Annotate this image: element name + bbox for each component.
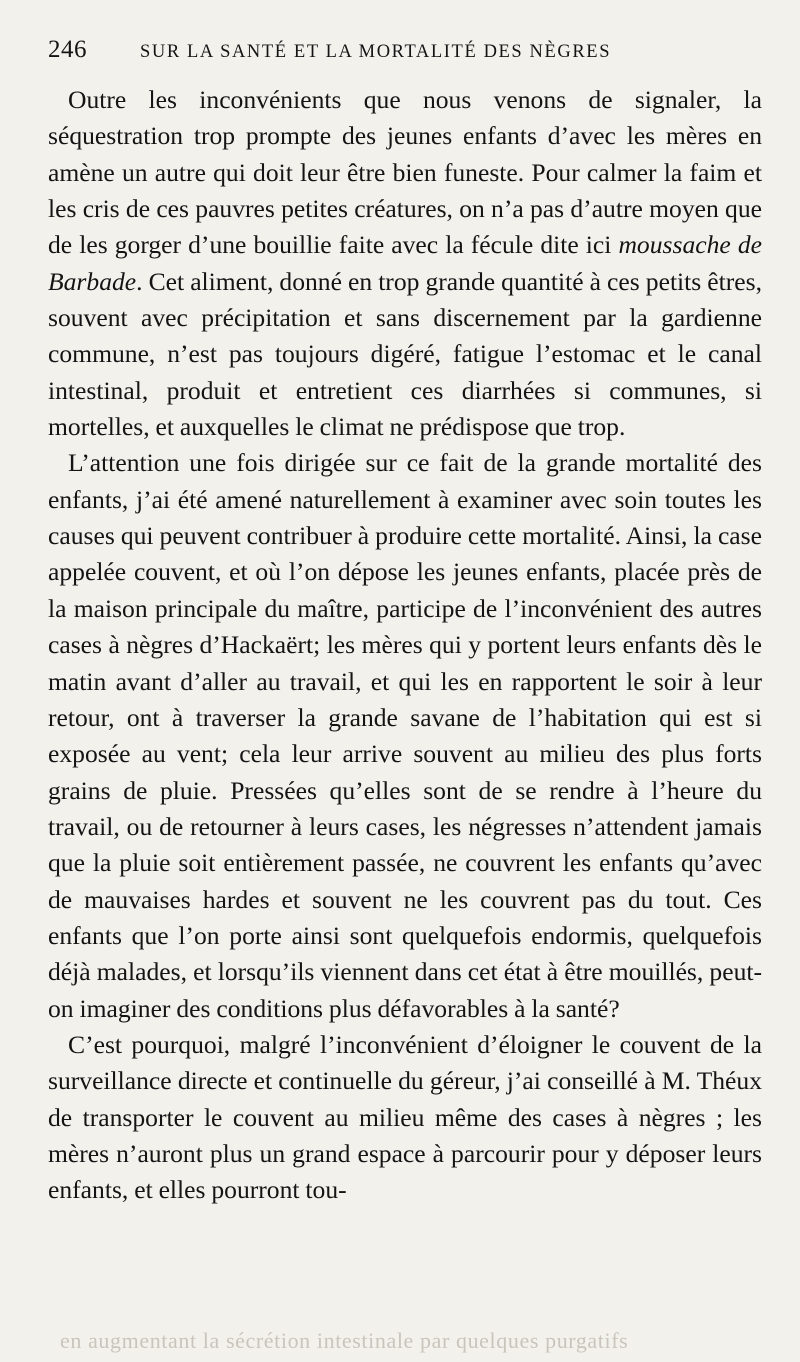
paragraph-3-text: C’est pourquoi, malgré l’inconvénient d’éloigner le couvent de la surveillance directe et continuelle du géreur, j’ai conseillé à M. Théux de transporter le couvent au milieu même des cases à nègres ; les mères n’auront plus un grand espace à parcourir pour y déposer leurs enfants, et elles pourront tou-: [48, 1029, 762, 1205]
paragraph-1-text-b: . Cet aliment, donné en trop grande quantité à ces petits êtres, souvent avec précipitation et sans discernement par la gardienne commune, n’est pas toujours digéré, fatigue l’estomac et le canal intestinal, produit et entretient ces diarrhées si communes, si mortelles, et auxquelles le climat ne prédispose que trop.: [48, 266, 762, 442]
paragraph-2-text: L’attention une fois dirigée sur ce fait de la grande mortalité des enfants, j’ai été amené naturellement à examiner avec soin toutes les causes qui peuvent contribuer à produire cette mortalité. Ainsi, la case appelée couvent, et où l’on dépose les jeunes enfants, placée près de la maison principale du maître, participe de l’inconvénient des autres cases à nègres d’Hackaërt; les mères qui y portent leurs enfants dès le matin avant d’aller au travail, et qui les en rapportent le soir à leur retour, ont à traverser la grande savane de l’habitation qui est si exposée au vent; cela leur arrive souvent au milieu des plus forts grains de pluie. Pressées qu’elles sont de se rendre à l’heure du travail, ou de retourner à leurs cases, les négresses n’attendent jamais que la pluie soit entièrement passée, ne couvrent les enfants qu’avec de mauvaises hardes et souvent ne les couvrent pas du tout. Ces enfants que l’on porte ainsi sont quelquefois endormis, quelquefois déjà malades, et lorsqu’ils viennent dans cet état à être mouillés, peut-on imaginer des conditions plus défavorables à la santé?: [48, 448, 762, 1023]
running-head: SUR LA SANTÉ ET LA MORTALITÉ DES NÈGRES: [140, 42, 612, 62]
page-header: [48, 36, 762, 76]
paragraph-3: [48, 1027, 762, 1209]
body-text: [48, 82, 762, 1209]
paragraph-1-text-a: Outre les inconvénients que nous venons de signaler, la séquestration trop prompte des jeunes enfants d’avec les mères en amène un autre qui doit leur être bien funeste. Pour calmer la faim et les cris de ces pauvres petites créatures, on n’a pas d’autre moyen que de les gorger d’une bouillie faite avec la fécule dite ici: [48, 85, 762, 260]
paragraph-1-italic-term: moussache de Barbade: [48, 230, 762, 296]
paragraph-1: [48, 82, 762, 445]
paragraph-2: [48, 445, 762, 1027]
bleed-through-text: en augmentant la sécrétion intestinale par quelques purgatifs: [60, 1328, 629, 1353]
page-number: 246: [48, 36, 87, 63]
